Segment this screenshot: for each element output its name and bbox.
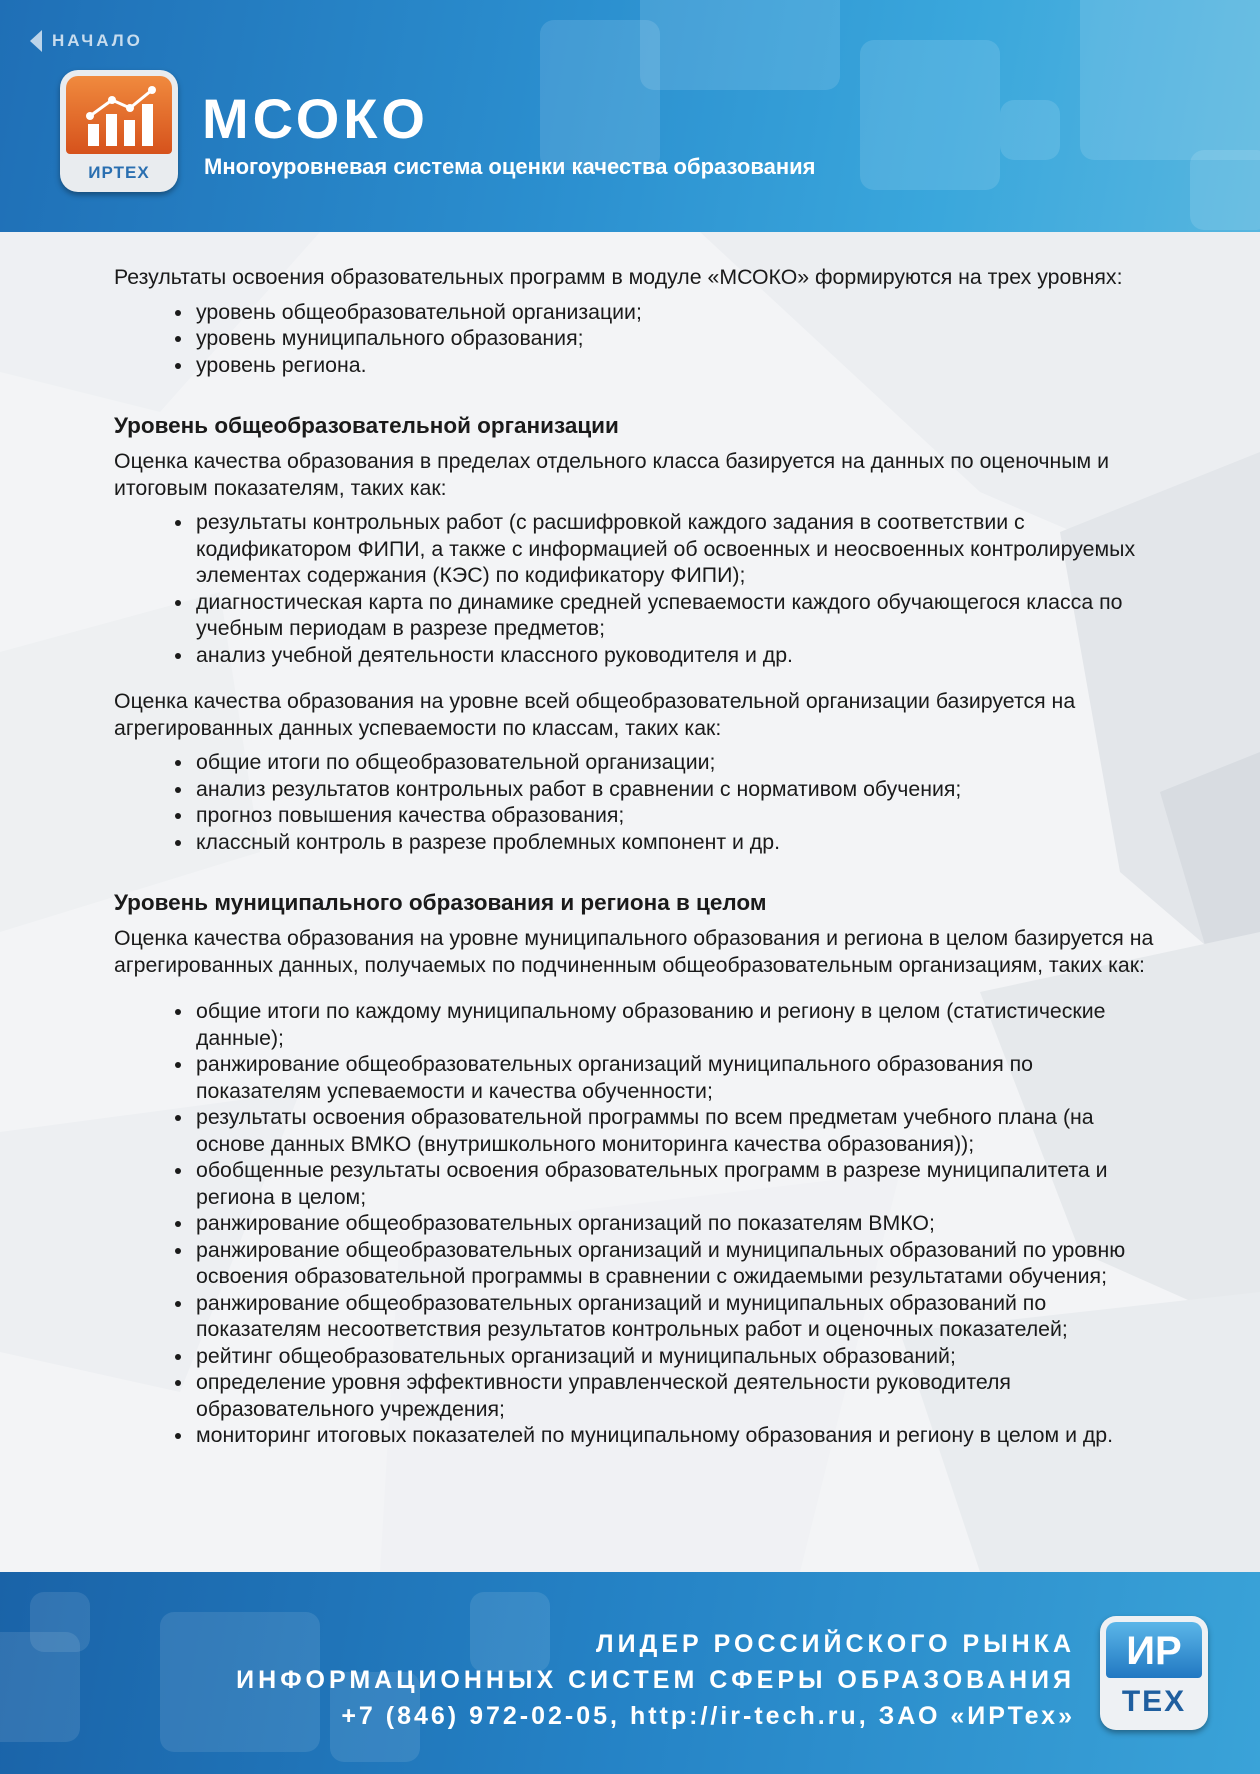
class-indicators-list: [196, 509, 1154, 668]
list-item: общие итоги по каждому муниципальному образованию и региону в целом (статистические данные);: [196, 998, 1154, 1051]
organization-indicators-list: [196, 749, 1154, 855]
footer-logo-top: ИР: [1106, 1622, 1202, 1678]
page-title: МСОКО: [202, 87, 429, 150]
arrow-left-icon: [30, 30, 42, 52]
chart-icon: [66, 76, 172, 154]
list-item: ранжирование общеобразовательных организаций муниципального образования по показателям успеваемости и качества обученности;: [196, 1051, 1154, 1104]
list-item: уровень общеобразовательной организации;: [196, 299, 1154, 326]
decor-square: [1080, 0, 1260, 160]
back-link[interactable]: [30, 30, 143, 52]
list-item: уровень муниципального образования;: [196, 325, 1154, 352]
section-heading-organization: Уровень общеобразовательной организации: [114, 413, 619, 438]
list-item: классный контроль в разрезе проблемных компонент и др.: [196, 829, 1154, 856]
decor-square: [30, 1592, 90, 1652]
paragraph: Оценка качества образования на уровне всей общеобразовательной организации базируется на агрегированных данных успеваемости по классам, таких как:: [114, 689, 1076, 740]
irtech-logo: [60, 70, 178, 192]
decor-square: [860, 40, 1000, 190]
footer-banner: [0, 1572, 1260, 1774]
list-item: мониторинг итоговых показателей по муниципальному образования и региону в целом и др.: [196, 1422, 1154, 1449]
logo-caption: ИРТЕХ: [88, 163, 150, 182]
list-item: анализ результатов контрольных работ в сравнении с нормативом обучения;: [196, 776, 1154, 803]
paragraph: Оценка качества образования на уровне муниципального образования и региона в целом базируется на агрегированных данных, получаемых по подчиненным общеобразовательным организациям, таких как:: [114, 926, 1154, 977]
back-label: НАЧАЛО: [52, 31, 143, 50]
list-item: уровень региона.: [196, 352, 1154, 379]
footer-contacts: +7 (846) 972-02-05, http://ir-tech.ru, ЗАО «ИРТех»: [341, 1702, 1075, 1730]
decor-square: [1000, 100, 1060, 160]
main-content: [114, 264, 1154, 1449]
list-item: рейтинг общеобразовательных организаций и муниципальных образований;: [196, 1343, 1154, 1370]
paragraph: Оценка качества образования в пределах отдельного класса базируется на данных по оценочным и итоговым показателям, таких как:: [114, 449, 1109, 500]
list-item: ранжирование общеобразовательных организаций и муниципальных образований по показателям несоответствия результатов контрольных работ и оценочных показателей;: [196, 1290, 1154, 1343]
footer-logo-bottom: ТЕХ: [1121, 1685, 1187, 1718]
irtech-footer-logo: [1100, 1616, 1208, 1730]
list-item: диагностическая карта по динамике средней успеваемости каждого обучающегося класса по учебным периодам в разрезе предметов;: [196, 589, 1154, 642]
list-item: общие итоги по общеобразовательной организации;: [196, 749, 1154, 776]
list-item: прогноз повышения качества образования;: [196, 802, 1154, 829]
header-banner: [0, 0, 1260, 232]
footer-tagline-1: ЛИДЕР РОССИЙСКОГО РЫНКА: [596, 1630, 1075, 1658]
section-heading-municipal: Уровень муниципального образования и региона в целом: [114, 890, 767, 915]
list-item: обобщенные результаты освоения образовательных программ в разрезе муниципалитета и региона в целом;: [196, 1157, 1154, 1210]
intro-list: [196, 299, 1154, 379]
municipal-indicators-list: [196, 998, 1154, 1449]
list-item: определение уровня эффективности управленческой деятельности руководителя образовательного учреждения;: [196, 1369, 1154, 1422]
list-item: ранжирование общеобразовательных организаций по показателям ВМКО;: [196, 1210, 1154, 1237]
decor-square: [1190, 150, 1260, 230]
decor-square: [640, 0, 840, 90]
intro-paragraph: Результаты освоения образовательных программ в модуле «МСОКО» формируются на трех уровнях:: [114, 265, 1123, 289]
list-item: результаты освоения образовательной программы по всем предметам учебного плана (на основе данных ВМКО (внутришкольного мониторинга качества образования));: [196, 1104, 1154, 1157]
list-item: ранжирование общеобразовательных организаций и муниципальных образований по уровню освоения образовательной программы в сравнении с ожидаемыми результатами обучения;: [196, 1237, 1154, 1290]
footer-tagline-2: ИНФОРМАЦИОННЫХ СИСТЕМ СФЕРЫ ОБРАЗОВАНИЯ: [236, 1666, 1075, 1694]
footer-text: [236, 1626, 1075, 1734]
page-subtitle: Многоуровневая система оценки качества образования: [204, 154, 816, 179]
list-item: анализ учебной деятельности классного руководителя и др.: [196, 642, 1154, 669]
list-item: результаты контрольных работ (с расшифровкой каждого задания в соответствии с кодификатором ФИПИ, а также с информацией об освоенных и неосвоенных контролируемых элементах содержания (КЭС) по кодификатору ФИПИ);: [196, 509, 1154, 589]
